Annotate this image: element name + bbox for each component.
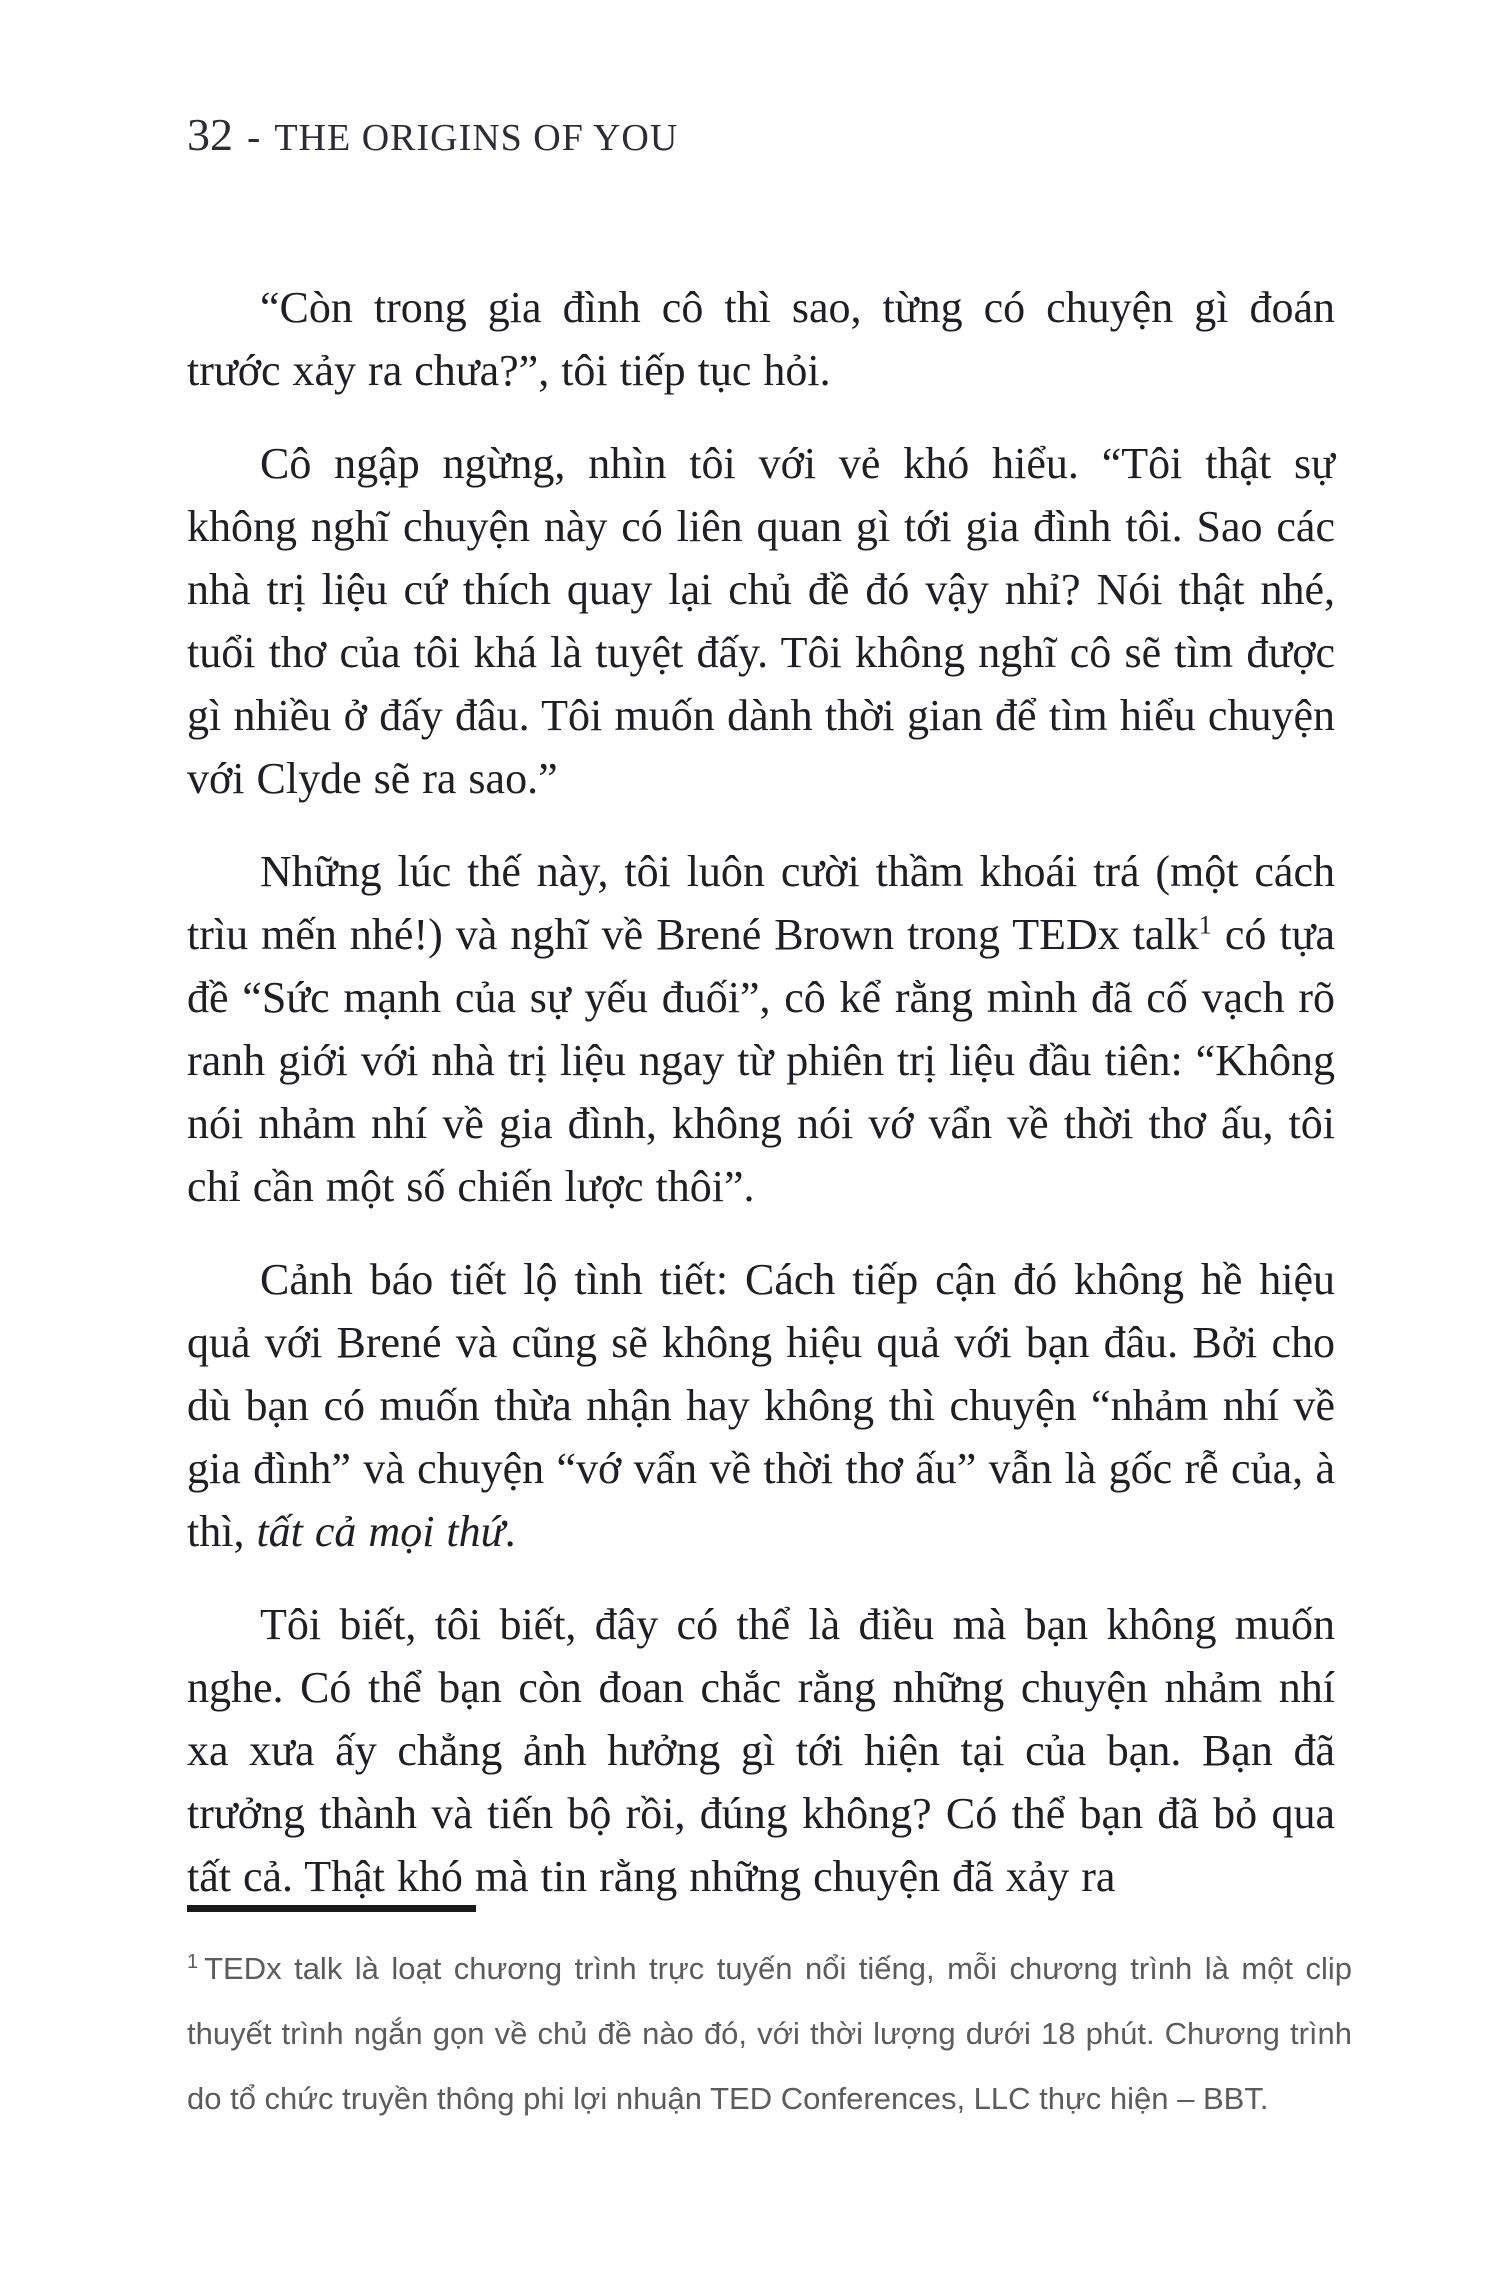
page-number: 32 xyxy=(187,109,233,160)
footnote-reference: 1 xyxy=(1198,910,1212,940)
footnote xyxy=(187,1936,1352,2131)
book-title: THE ORIGINS OF YOU xyxy=(274,117,679,159)
paragraph xyxy=(187,276,1335,402)
body-text xyxy=(187,276,1335,1938)
header-separator: - xyxy=(247,114,261,159)
footnote-text: TEDx talk là loạt chương trình trực tuyến nổi tiếng, mỗi chương trình là một clip thuyết trình ngắn gọn về chủ đề nào đó, với thời lượng dưới 18 phút. Chương trình do tổ chức truyền thông phi lợi nhuận TED Conferences, LLC thực hiện – BBT. xyxy=(187,1951,1352,2116)
paragraph xyxy=(187,840,1335,1218)
paragraph-text: Cô ngập ngừng, nhìn tôi với vẻ khó hiểu. “Tôi thật sự không nghĩ chuyện này có liên quan gì tới gia đình tôi. Sao các nhà trị liệu cứ thích quay lại chủ đề đó vậy nhỉ? Nói thật nhé, tuổi thơ của tôi khá là tuyệt đấy. Tôi không nghĩ cô sẽ tìm được gì nhiều ở đấy đâu. Tôi muốn dành thời gian để tìm hiểu chuyện với Clyde sẽ ra sao.” xyxy=(187,439,1335,803)
footnote-rule xyxy=(187,1905,476,1912)
paragraph xyxy=(187,1248,1335,1563)
paragraph-text: Tôi biết, tôi biết, đây có thể là điều mà bạn không muốn nghe. Có thể bạn còn đoan chắc rằng những chuyện nhảm nhí xa xưa ấy chẳng ảnh hưởng gì tới hiện tại của bạn. Bạn đã trưởng thành và tiến bộ rồi, đúng không? Có thể bạn đã bỏ qua tất cả. Thật khó mà tin rằng những chuyện đã xảy ra xyxy=(187,1600,1335,1901)
paragraph-text: . xyxy=(504,1507,516,1556)
running-header xyxy=(187,109,679,160)
footnote-block xyxy=(187,1905,1352,2131)
footnote-marker: 1 xyxy=(187,1950,199,1973)
paragraph-text: Những lúc thế này, tôi luôn cười thầm khoái trá (một cách trìu mến nhé!) và nghĩ về Brené Brown trong TEDx talk xyxy=(187,847,1335,959)
paragraph-text: có tựa đề “Sức mạnh của sự yếu đuối”, cô kể rằng mình đã cố vạch rõ ranh giới với nhà trị liệu ngay từ phiên trị liệu đầu tiên: “Không nói nhảm nhí về gia đình, không nói vớ vẩn về thời thơ ấu, tôi chỉ cần một số chiến lược thôi”. xyxy=(187,910,1335,1211)
paragraph xyxy=(187,432,1335,810)
paragraph xyxy=(187,1593,1335,1908)
paragraph-text: Cảnh báo tiết lộ tình tiết: Cách tiếp cận đó không hề hiệu quả với Brené và cũng sẽ không hiệu quả với bạn đâu. Bởi cho dù bạn có muốn thừa nhận hay không thì chuyện “nhảm nhí về gia đình” và chuyện “vớ vẩn về thời thơ ấu” vẫn là gốc rễ của, à thì, xyxy=(187,1255,1335,1556)
paragraph-text: “Còn trong gia đình cô thì sao, từng có chuyện gì đoán trước xảy ra chưa?”, tôi tiếp tục hỏi. xyxy=(187,283,1335,395)
paragraph-text-italic: tất cả mọi thứ xyxy=(256,1507,505,1556)
